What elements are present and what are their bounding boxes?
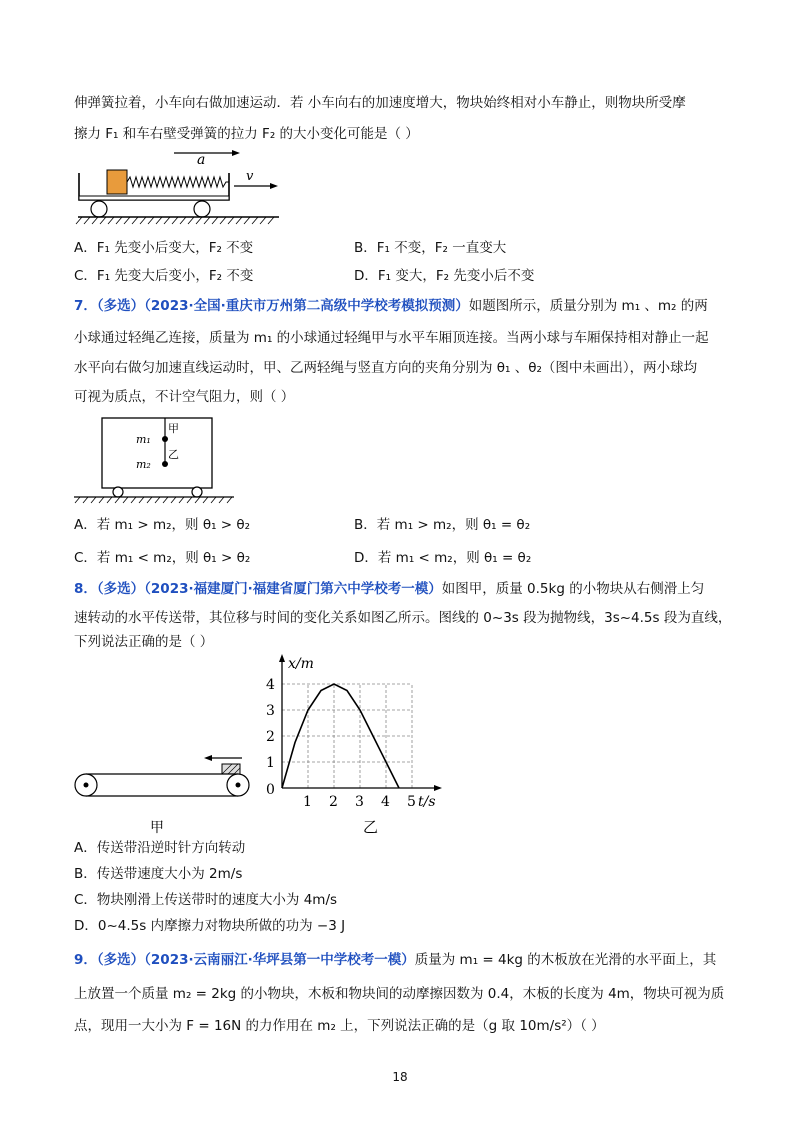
y-tick-label: 1 [266, 755, 275, 771]
x-tick-label: 1 [303, 794, 312, 810]
q6-option-d[interactable]: D．F₁ 变大，F₂ 先变小后不变 [354, 268, 535, 284]
q6-stem-line2: 擦力 F₁ 和车右壁受弹簧的拉力 F₂ 的大小变化可能是（ ） [74, 126, 419, 142]
q7-option-c[interactable]: C．若 m₁ < m₂，则 θ₁ > θ₂ [74, 550, 251, 566]
q7-tag: （多选） [96, 298, 145, 314]
y-tick-label: 4 [266, 677, 275, 693]
q8-xt-chart [255, 648, 465, 838]
q6-spring [127, 177, 229, 187]
x-tick-label: 5 [407, 794, 416, 810]
chart-grid [282, 684, 412, 788]
q8-conveyor-figure [72, 750, 252, 840]
q7-number: 7． [74, 298, 97, 314]
q7-stem-line1-text: 如题图所示，质量分别为 m₁ 、m₂ 的两 [468, 298, 708, 314]
q7-label-m2: m₂ [136, 458, 151, 471]
q8-source: （2023·福建厦门·福建省厦门第六中学校考一模） [144, 581, 442, 597]
q8-label-yi: 乙 [363, 818, 379, 836]
q7-label-jia: 甲 [168, 422, 179, 435]
chart-y-axis-label: x/m [288, 656, 314, 672]
q6-stem-line1: 伸弹簧拉着，小车向右做加速运动．若 小车向右的加速度增大，物块始终相对小车静止，则物块所受摩 [74, 95, 686, 111]
q8-option-b[interactable]: B．传送带速度大小为 2m/s [74, 866, 243, 882]
q9-number: 9． [74, 952, 97, 968]
chart-origin-label: 0 [266, 782, 275, 798]
y-axis-arrowhead [279, 654, 285, 662]
q8-block [222, 764, 240, 774]
q8-stem-line1-text: 如图甲，质量 0.5kg 的小物块从右侧滑上匀 [441, 581, 705, 597]
q9-stem-line1-text: 质量为 m₁ = 4kg 的木板放在光滑的水平面上，其 [414, 952, 717, 968]
chart-x-axis-label: t/s [418, 794, 436, 810]
q8-stem-line3: 下列说法正确的是（ ） [74, 634, 214, 650]
q7-stem-line4: 可视为质点，不计空气阻力，则（ ） [74, 389, 295, 405]
q6-option-b[interactable]: B．F₁ 不变，F₂ 一直变大 [354, 240, 507, 256]
q6-option-c[interactable]: C．F₁ 先变大后变小，F₂ 不变 [74, 268, 254, 284]
q7-option-a[interactable]: A．若 m₁ > m₂，则 θ₁ > θ₂ [74, 517, 251, 533]
q8-option-a[interactable]: A．传送带沿逆时针方向转动 [74, 840, 246, 856]
chart-tick-labels [266, 677, 416, 810]
q7-option-d[interactable]: D．若 m₁ < m₂，则 θ₁ = θ₂ [354, 550, 532, 566]
q6-label-a: a [197, 152, 206, 168]
q8-number: 8． [74, 581, 97, 597]
q6-cart-spring-figure [74, 148, 284, 228]
q9-stem-line1 [74, 950, 716, 970]
q7-stem-line3: 水平向右做匀加速直线运动时，甲、乙两轻绳与竖直方向的夹角分别为 θ₁ 、θ₂（图中未画出），两小球均 [74, 360, 698, 376]
q8-tag: （多选） [96, 581, 145, 597]
q7-stem-line1 [74, 296, 708, 316]
q7-option-b[interactable]: B．若 m₁ > m₂，则 θ₁ = θ₂ [354, 517, 531, 533]
q8-option-c[interactable]: C．物块刚滑上传送带时的速度大小为 4m/s [74, 892, 338, 908]
q8-option-d[interactable]: D．0~4.5s 内摩擦力对物块所做的功为 −3 J [74, 918, 346, 934]
q9-stem-line2: 上放置一个质量 m₂ = 2kg 的小物块，木板和物块间的动摩擦因数为 0.4，木板的长度为 4m，物块可视为质 [74, 986, 725, 1002]
x-axis-arrowhead [434, 785, 442, 791]
q8-stem-line2: 速转动的水平传送带，其位移与时间的变化关系如图乙所示。图线的 0~3s 段为抛物线，3s~4.5s 段为直线， [74, 610, 732, 626]
q6-block [107, 170, 127, 194]
q7-source: （2023·全国·重庆市万州第二高级中学校考模拟预测） [144, 298, 469, 314]
page-number: 18 [392, 1070, 408, 1084]
q7-carriage-figure [74, 414, 244, 504]
q6-option-a[interactable]: A．F₁ 先变小后变大，F₂ 不变 [74, 240, 254, 256]
q7-label-yi: 乙 [168, 448, 179, 461]
q9-tag: （多选） [96, 952, 145, 968]
x-tick-label: 3 [355, 794, 364, 810]
q9-stem-line3: 点，现用一大小为 F = 16N 的力作用在 m₂ 上，下列说法正确的是（g 取 10m/s²）（ ） [74, 1018, 605, 1034]
q9-source: （2023·云南丽江·华坪县第一中学校考一模） [144, 952, 415, 968]
q7-ball-m2 [162, 461, 168, 467]
q8-label-jia: 甲 [150, 820, 164, 836]
q7-ball-m1 [162, 436, 168, 442]
q7-stem-line2: 小球通过轻绳乙连接，质量为 m₁ 的小球通过轻绳甲与水平车厢顶连接。当两小球与车厢保持相对静止一起 [74, 330, 709, 346]
y-tick-label: 2 [266, 729, 275, 745]
q6-label-v: v [246, 169, 254, 184]
x-tick-label: 4 [381, 794, 390, 810]
y-tick-label: 3 [266, 703, 275, 719]
q7-label-m1: m₁ [136, 433, 151, 446]
q8-stem-line1 [74, 579, 704, 599]
x-tick-label: 2 [329, 794, 338, 810]
